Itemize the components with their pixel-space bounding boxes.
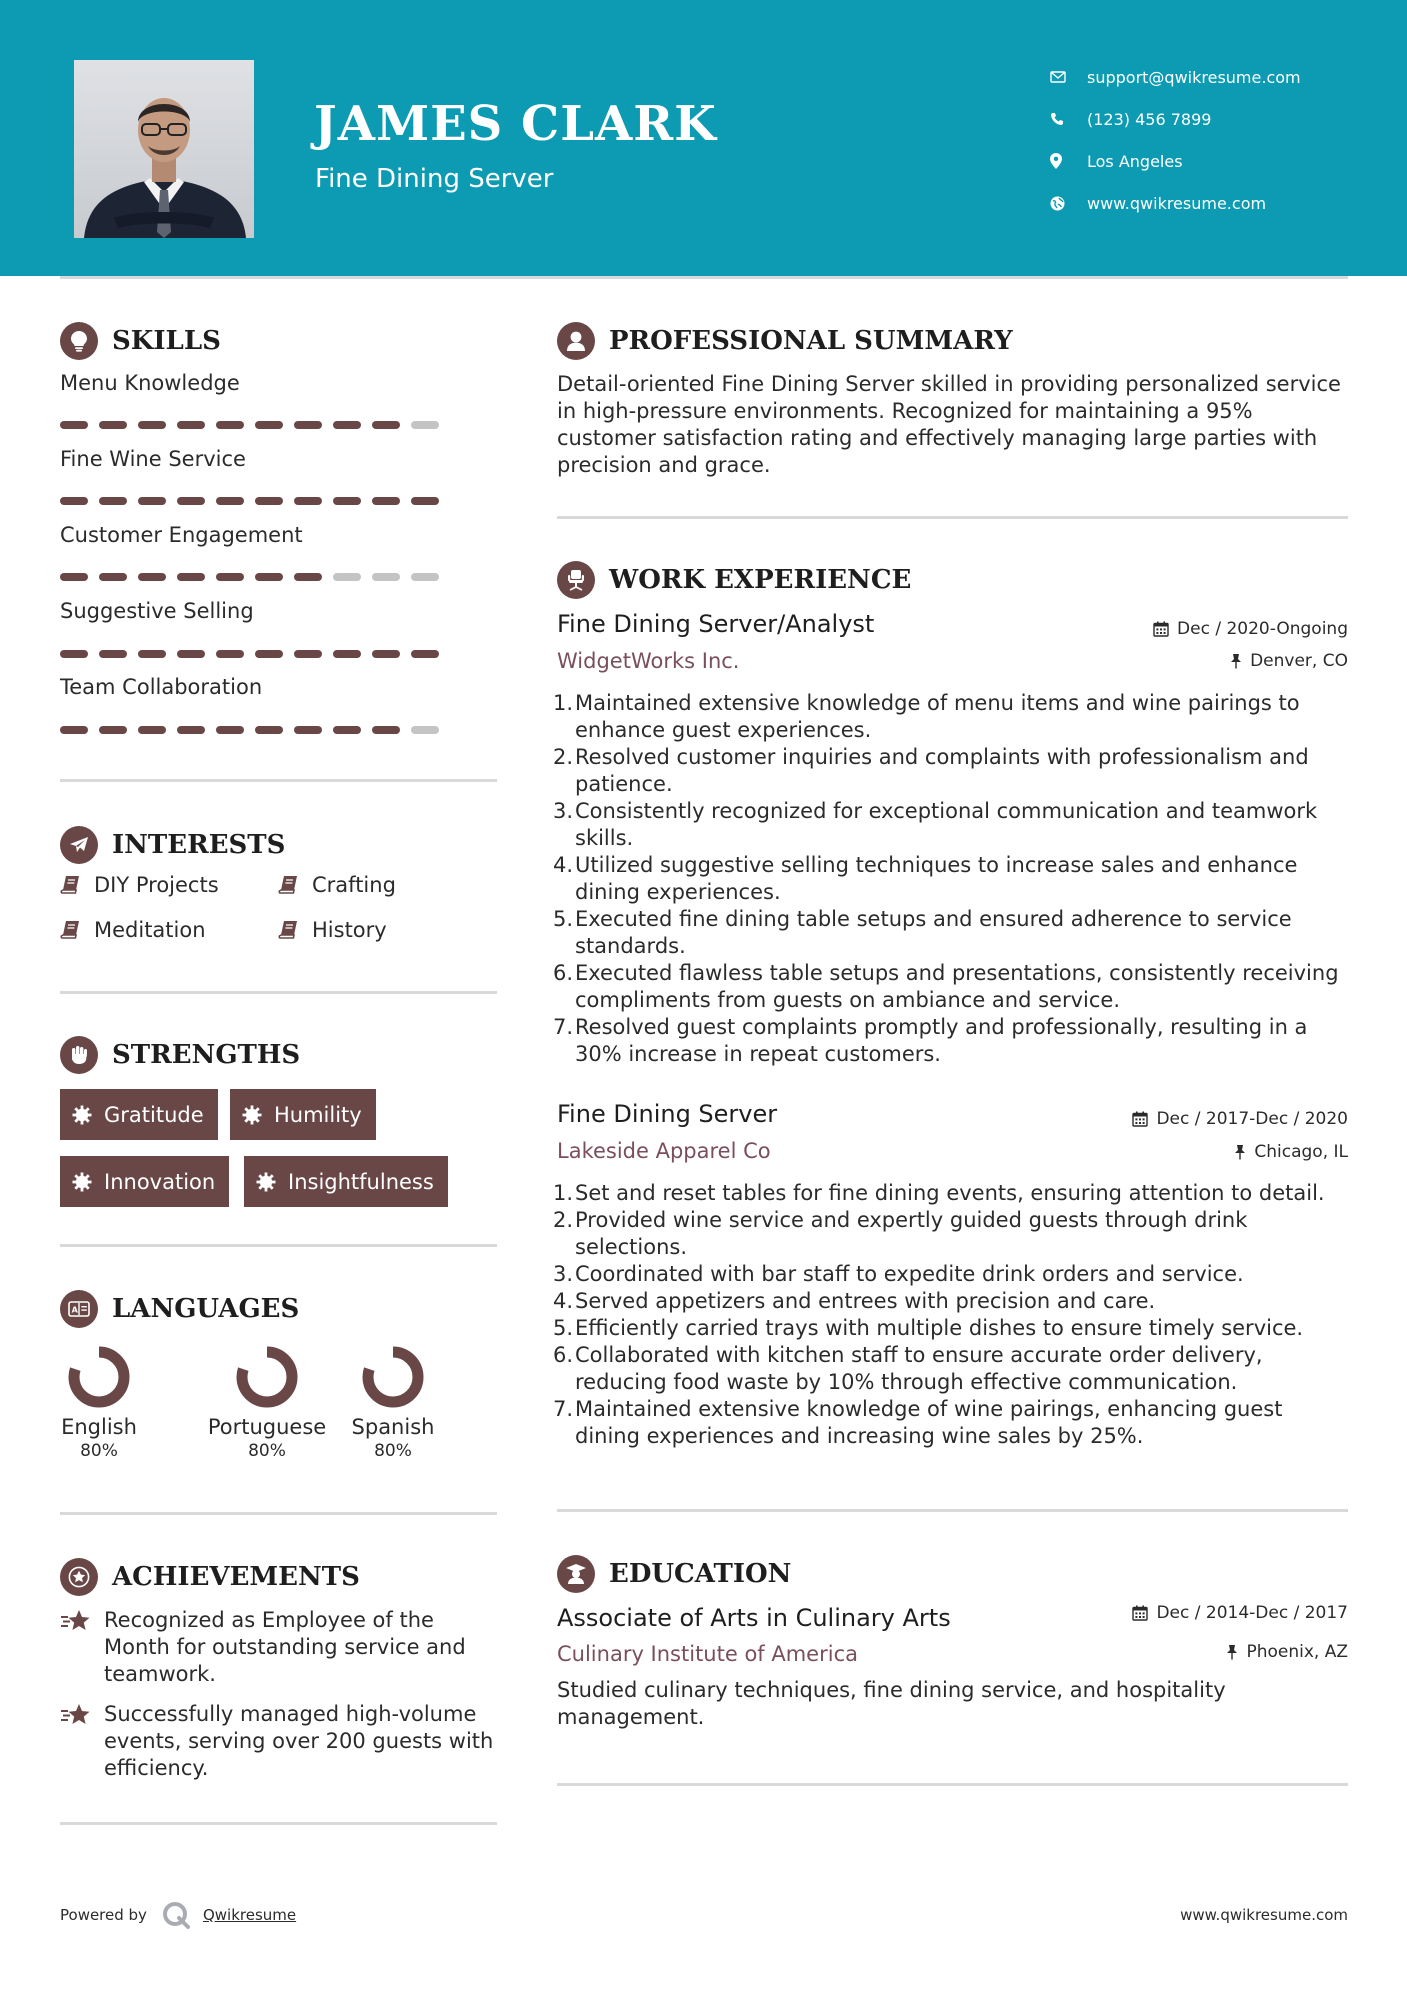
skill-name: Customer Engagement [60, 523, 303, 547]
skill-dash-filled [60, 726, 88, 734]
skill-level-bar [60, 650, 450, 658]
achievement-text: Recognized as Employee of the Month for outstanding service and teamwork. [104, 1608, 466, 1686]
book-icon [278, 920, 312, 940]
job-dates-text: Dec / 2017-Dec / 2020 [1156, 1109, 1348, 1129]
section-divider [60, 1244, 497, 1247]
education-location [1226, 1642, 1348, 1662]
list-item: 2. Provided wine service and expertly guided guests through drink selections. [553, 1208, 1248, 1259]
contact-info [1050, 56, 1301, 224]
website-text[interactable]: www.qwikresume.com [1087, 193, 1267, 213]
list-item: 1. Set and reset tables for fine dining events, ensuring attention to detail. [553, 1181, 1325, 1205]
education-heading [557, 1555, 791, 1593]
skill-dash-filled [60, 573, 88, 581]
summary-text: Detail-oriented Fine Dining Server skilled in providing personalized service in high-pressure environments. Recognized for maintaining a 95% customer satisfaction rating and effectively managing large parties with precision and grace. [557, 372, 1341, 477]
contact-location [1050, 140, 1301, 182]
envelope-icon [1050, 71, 1087, 83]
user-icon [557, 322, 595, 360]
job-bullet-list [553, 1180, 1353, 1450]
skill-dash-filled [177, 497, 205, 505]
list-item: 4. Served appetizers and entrees with precision and care. [553, 1289, 1156, 1313]
language-name: Spanish [351, 1415, 435, 1439]
email-text[interactable]: support@qwikresume.com [1087, 67, 1301, 87]
strength-badge [60, 1156, 229, 1207]
job-location [1234, 1142, 1348, 1162]
list-item: 3. Coordinated with bar staff to expedite drink orders and service. [553, 1262, 1244, 1286]
list-item: 5. Executed fine dining table setups and ensured adherence to service standards. [553, 907, 1292, 958]
star-badge-icon [60, 1558, 98, 1596]
contact-website[interactable] [1050, 182, 1301, 224]
pushpin-icon [1230, 653, 1242, 669]
skill-name: Fine Wine Service [60, 447, 246, 471]
job-dates [1153, 619, 1348, 639]
globe-icon [1050, 196, 1087, 211]
star-icon [60, 1701, 104, 1782]
skill-dash-filled [60, 497, 88, 505]
language-name: Portuguese [207, 1415, 327, 1439]
language-item [29, 1345, 169, 1461]
calendar-icon [1153, 621, 1169, 637]
calendar-icon [1132, 1605, 1148, 1621]
skill-dash-empty [411, 573, 439, 581]
strength-badge [230, 1089, 376, 1140]
skill-dash-filled [255, 421, 283, 429]
skill-dash-filled [372, 650, 400, 658]
skill-dash-filled [216, 650, 244, 658]
skill-level-bar [60, 726, 450, 734]
achievements-heading [60, 1558, 360, 1596]
skill-dash-filled [138, 497, 166, 505]
skill-dash-filled [333, 497, 361, 505]
language-progress-ring [361, 1345, 425, 1409]
pushpin-icon [1226, 1644, 1238, 1660]
section-divider [60, 1822, 497, 1825]
skill-dash-filled [255, 726, 283, 734]
skill-level-bar [60, 497, 450, 505]
job-company: Lakeside Apparel Co [557, 1139, 771, 1163]
language-item [323, 1345, 463, 1461]
skill-dash-filled [294, 497, 322, 505]
section-divider [60, 1512, 497, 1515]
fist-icon [60, 1036, 98, 1074]
degree-title: Associate of Arts in Culinary Arts [557, 1604, 951, 1632]
skill-dash-filled [99, 573, 127, 581]
interests-title: INTERESTS [112, 830, 286, 860]
job-bullet-list [553, 690, 1353, 1068]
list-item: 3. Consistently recognized for exceptional communication and teamwork skills. [553, 799, 1318, 850]
experience-heading [557, 561, 911, 599]
strength-label: Humility [274, 1102, 362, 1127]
language-progress-ring [235, 1345, 299, 1409]
gear-icon [72, 1172, 92, 1192]
resume-header [0, 0, 1407, 276]
languages-heading [60, 1290, 299, 1328]
skill-dash-filled [333, 421, 361, 429]
office-chair-icon [557, 561, 595, 599]
skill-dash-filled [216, 497, 244, 505]
skill-dash-filled [294, 650, 322, 658]
skill-dash-filled [294, 726, 322, 734]
skill-dash-filled [138, 421, 166, 429]
language-progress-ring [67, 1345, 131, 1409]
strength-badge [60, 1089, 218, 1140]
skill-name: Menu Knowledge [60, 371, 240, 395]
language-name: English [61, 1415, 137, 1439]
job-title: Fine Dining Server [557, 1100, 778, 1128]
skill-dash-filled [411, 650, 439, 658]
skill-dash-filled [294, 421, 322, 429]
section-divider [557, 1783, 1348, 1786]
skill-dash-filled [138, 726, 166, 734]
pushpin-icon [1234, 1144, 1246, 1160]
language-item [197, 1345, 337, 1461]
section-divider [60, 991, 497, 994]
education-description: Studied culinary techniques, fine dining service, and hospitality management. [557, 1678, 1226, 1729]
achievement-item [60, 1701, 500, 1782]
section-divider [557, 1509, 1348, 1512]
qwikresume-logo-icon [161, 1900, 191, 1930]
graduate-icon [557, 1555, 595, 1593]
education-dates [1132, 1603, 1348, 1623]
skill-dash-filled [138, 573, 166, 581]
skill-dash-filled [333, 726, 361, 734]
section-divider [557, 516, 1348, 519]
header-divider [60, 276, 1348, 279]
contact-email[interactable] [1050, 56, 1301, 98]
education-title: EDUCATION [609, 1559, 792, 1589]
job-title: Fine Dining Server/Analyst [557, 610, 875, 638]
footer-website[interactable]: www.qwikresume.com [1180, 1906, 1348, 1924]
list-item: 5. Efficiently carried trays with multiple dishes to ensure timely service. [553, 1316, 1304, 1340]
language-percent: 80% [80, 1441, 118, 1461]
experience-title: WORK EXPERIENCE [609, 565, 912, 595]
phone-text[interactable]: (123) 456 7899 [1087, 109, 1212, 129]
candidate-name: JAMES CLARK [314, 96, 717, 152]
contact-phone[interactable] [1050, 98, 1301, 140]
powered-by-text: Powered by [60, 1906, 147, 1924]
interest-item [60, 873, 219, 897]
strength-label: Gratitude [104, 1102, 204, 1127]
job-dates [1132, 1109, 1348, 1129]
skill-dash-filled [177, 650, 205, 658]
skills-heading [60, 322, 221, 360]
achievement-text: Successfully managed high-volume events, serving over 200 guests with efficiency. [104, 1702, 494, 1780]
skill-dash-filled [216, 573, 244, 581]
interest-label: Crafting [312, 873, 396, 897]
skill-dash-empty [411, 421, 439, 429]
skill-dash-filled [255, 650, 283, 658]
interests-heading [60, 826, 285, 864]
svg-text:A: A [71, 1305, 78, 1315]
language-percent: 80% [374, 1441, 412, 1461]
gear-icon [256, 1172, 276, 1192]
book-icon [278, 875, 312, 895]
skill-dash-filled [333, 650, 361, 658]
skill-dash-filled [99, 421, 127, 429]
skill-dash-filled [372, 497, 400, 505]
strength-label: Insightfulness [288, 1169, 434, 1194]
interest-item [278, 918, 387, 942]
skills-title: SKILLS [112, 326, 221, 356]
skill-level-bar [60, 573, 450, 581]
skill-dash-filled [255, 573, 283, 581]
strength-badge [244, 1156, 448, 1207]
summary-title: PROFESSIONAL SUMMARY [609, 326, 1013, 356]
job-location-text: Denver, CO [1250, 651, 1348, 671]
skill-dash-filled [216, 421, 244, 429]
skill-dash-filled [294, 573, 322, 581]
profile-photo [74, 60, 254, 238]
skill-dash-empty [411, 726, 439, 734]
languages-title: LANGUAGES [112, 1294, 300, 1324]
skill-dash-filled [411, 497, 439, 505]
skill-dash-filled [177, 573, 205, 581]
skill-dash-empty [333, 573, 361, 581]
job-location-text: Chicago, IL [1254, 1142, 1348, 1162]
location-text: Los Angeles [1087, 151, 1183, 171]
map-pin-icon [1050, 153, 1087, 169]
skill-dash-filled [255, 497, 283, 505]
skill-dash-filled [216, 726, 244, 734]
skill-dash-filled [372, 421, 400, 429]
gear-icon [72, 1105, 92, 1125]
list-item: 4. Utilized suggestive selling techniques to increase sales and enhance dining experiences. [553, 853, 1298, 904]
summary-heading [557, 322, 1013, 360]
skill-dash-filled [99, 726, 127, 734]
language-percent: 80% [248, 1441, 286, 1461]
list-item: 7. Resolved guest complaints promptly and professionally, resulting in a 30% increase in repeat customers. [553, 1015, 1308, 1066]
strengths-title: STRENGTHS [112, 1040, 301, 1070]
language-icon [60, 1290, 98, 1328]
achievements-title: ACHIEVEMENTS [112, 1562, 360, 1592]
skill-level-bar [60, 421, 450, 429]
list-item: 6. Executed flawless table setups and presentations, consistently receiving compliments from guests on ambiance and service. [553, 961, 1339, 1012]
lightbulb-icon [60, 322, 98, 360]
job-dates-text: Dec / 2020-Ongoing [1177, 619, 1348, 639]
list-item: 2. Resolved customer inquiries and complaints with professionalism and patience. [553, 745, 1309, 796]
interest-label: Meditation [94, 918, 206, 942]
phone-icon [1050, 112, 1087, 126]
list-item: 7. Maintained extensive knowledge of wine pairings, enhancing guest dining experiences and increasing wine sales by 25%. [553, 1397, 1283, 1448]
education-dates-text: Dec / 2014-Dec / 2017 [1156, 1603, 1348, 1623]
interest-item [278, 873, 396, 897]
education-location-text: Phoenix, AZ [1246, 1642, 1348, 1662]
list-item: 1. Maintained extensive knowledge of menu items and wine pairings to enhance guest experiences. [553, 691, 1300, 742]
skill-dash-filled [177, 726, 205, 734]
job-location [1230, 651, 1348, 671]
skill-dash-filled [372, 726, 400, 734]
achievement-item [60, 1607, 500, 1688]
list-item: 6. Collaborated with kitchen staff to ensure accurate order delivery, reducing food waste by 10% through effective communication. [553, 1343, 1263, 1394]
skill-dash-filled [138, 650, 166, 658]
skill-name: Team Collaboration [60, 675, 263, 699]
candidate-title: Fine Dining Server [315, 164, 554, 194]
interest-label: History [312, 918, 387, 942]
strength-label: Innovation [104, 1169, 216, 1194]
skill-dash-filled [99, 497, 127, 505]
calendar-icon [1132, 1111, 1148, 1127]
interest-label: DIY Projects [94, 873, 219, 897]
skill-name: Suggestive Selling [60, 599, 254, 623]
skill-dash-filled [60, 650, 88, 658]
skill-dash-filled [177, 421, 205, 429]
skill-dash-filled [99, 650, 127, 658]
interest-item [60, 918, 206, 942]
paper-plane-icon [60, 826, 98, 864]
skill-dash-empty [372, 573, 400, 581]
gear-icon [242, 1105, 262, 1125]
qwikresume-link[interactable]: Qwikresume [202, 1906, 297, 1924]
job-company: WidgetWorks Inc. [557, 649, 740, 673]
section-divider [60, 779, 497, 782]
school-name: Culinary Institute of America [557, 1642, 858, 1666]
book-icon [60, 920, 94, 940]
powered-by [60, 1900, 296, 1930]
skill-dash-filled [60, 421, 88, 429]
star-icon [60, 1607, 104, 1688]
strengths-heading [60, 1036, 300, 1074]
book-icon [60, 875, 94, 895]
